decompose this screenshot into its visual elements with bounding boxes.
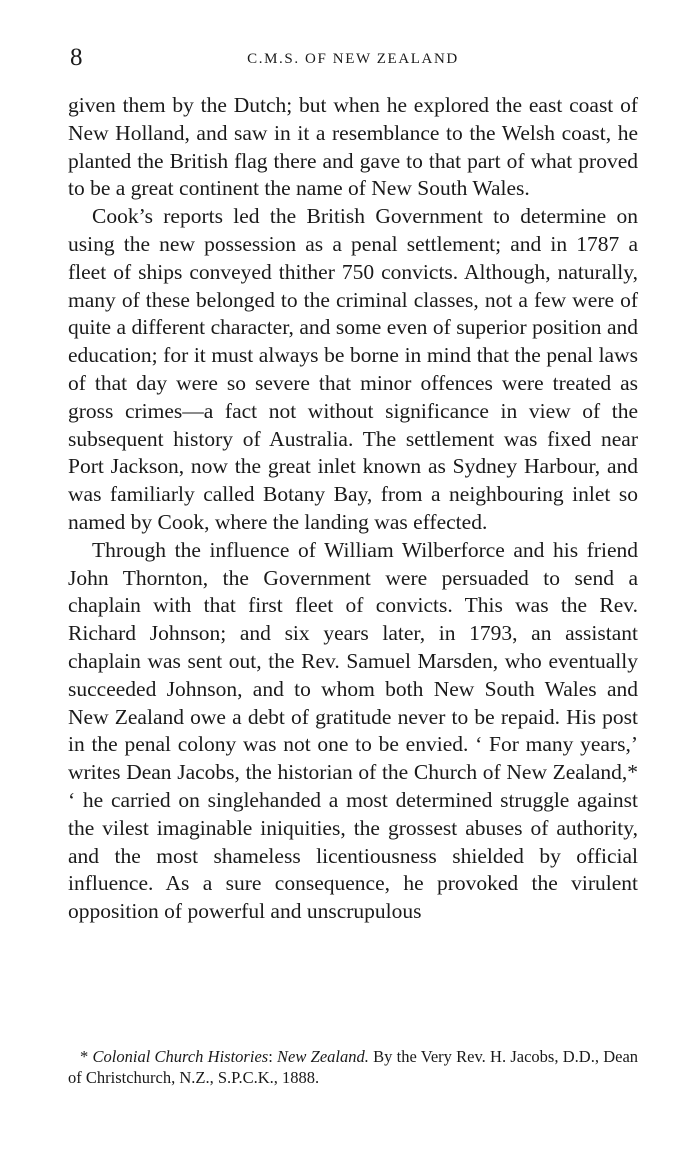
footnote <box>68 1046 638 1088</box>
footnote-subtitle: New Zealand. <box>277 1047 369 1066</box>
footnote-separator: : <box>268 1047 278 1066</box>
page-header <box>68 42 638 74</box>
page-number: 8 <box>70 44 83 71</box>
running-head: C.M.S. OF NEW ZEALAND <box>247 51 459 67</box>
footnote-rest: By the Very Rev. H. Jacobs, D.D., Dean of Christchurch, N.Z., S.P.C.K., 1888. <box>68 1047 639 1087</box>
body-text <box>68 92 638 926</box>
paragraph-wilberforce: Through the influence of William Wilberforce and his friend John Thornton, the Government were persuaded to send a chaplain with that first fleet of convicts. This was the Rev. Richard Johnson; and six years later, in 1793, an assistant chaplain was sent out, the Rev. Samuel Marsden, who eventually succeeded Johnson, and to whom both New South Wales and New Zealand owe a debt of gratitude never to be repaid. His post in the penal colony was not one to be envied. ‘ For many years,’ writes Dean Jacobs, the historian of the Church of New Zealand,* ‘ he carried on singlehanded a most determined struggle against the vilest imaginable iniquities, the grossest abuses of authority, and the most shameless licentiousness shielded by official influence. As a sure consequence, he provoked the virulent opposition of powerful and unscrupulous <box>68 537 638 924</box>
footnote-title: Colonial Church Histories <box>92 1047 269 1066</box>
paragraph-continued: given them by the Dutch; but when he explored the east coast of New Holland, and saw in it a resemblance to the Welsh coast, he planted the British flag there and gave to that part of what proved to be a great continent the name of New South Wales. <box>68 93 638 201</box>
paragraph-cooks-reports: Cook’s reports led the British Government to determine on using the new possession as a penal settlement; and in 1787 a fleet of ships conveyed thither 750 convicts. Although, naturally, many of these belonged to the criminal classes, not a few were of quite a different character, and some even of superior position and education; for it must always be borne in mind that the penal laws of that day were so severe that minor offences were treated as gross crimes—a fact not without significance in view of the subsequent history of Australia. The settlement was fixed near Port Jackson, now the great inlet known as Sydney Harbour, and was familiarly called Botany Bay, from a neighbouring inlet so named by Cook, where the landing was effected. <box>68 204 638 534</box>
footnote-marker: * <box>80 1047 93 1066</box>
